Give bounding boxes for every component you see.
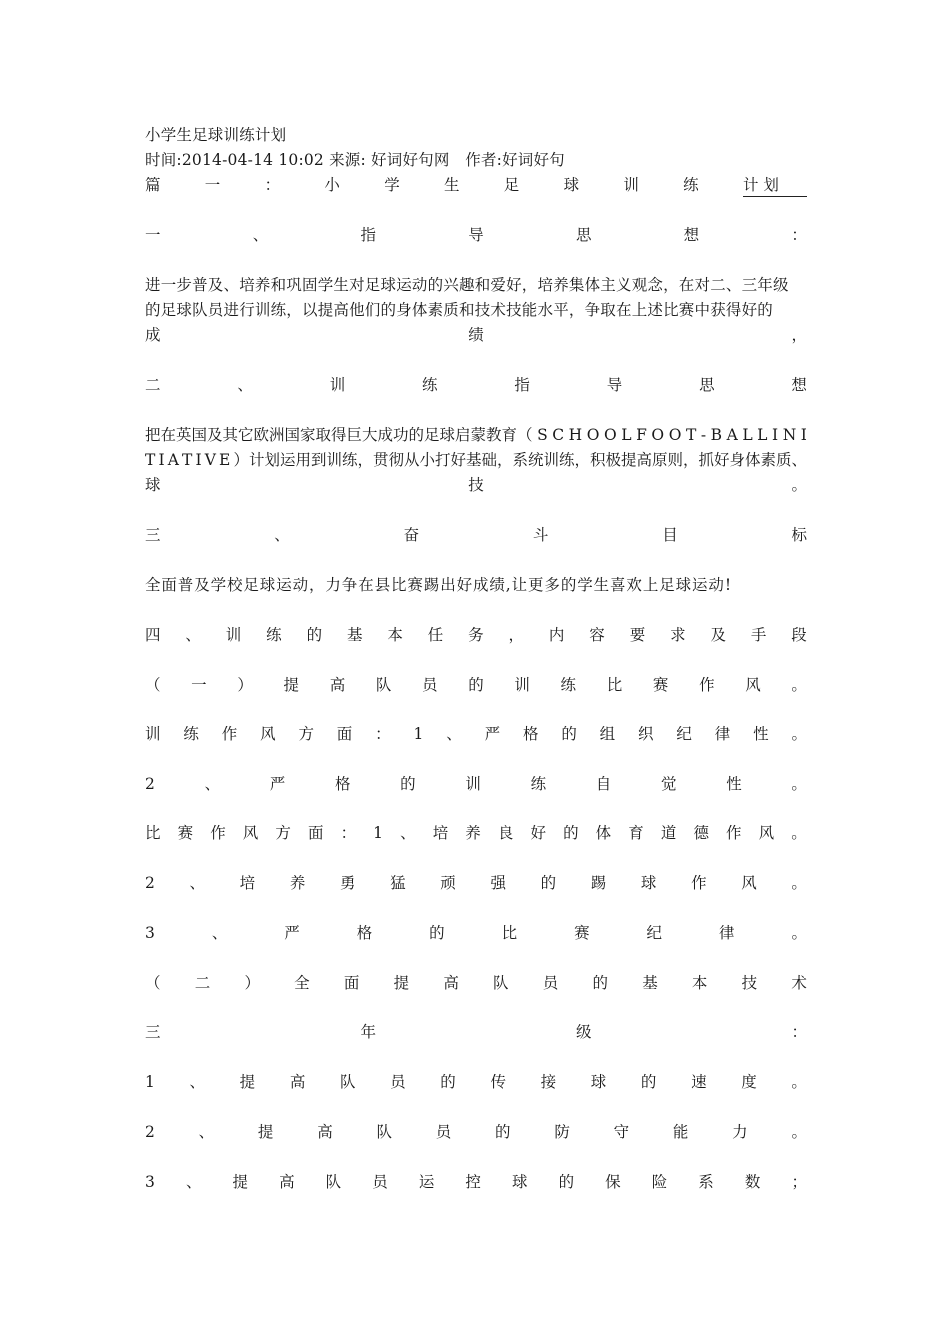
text-segment: 训 bbox=[145, 725, 161, 743]
text-segment: 提 bbox=[283, 676, 300, 694]
text-segment: ， bbox=[508, 626, 525, 644]
text-segment: 员 bbox=[542, 974, 559, 992]
text-segment: 球 bbox=[563, 176, 580, 194]
text-segment: 赛 bbox=[652, 676, 669, 694]
text-segment: 队 bbox=[339, 1073, 356, 1091]
text-segment: 的 bbox=[561, 725, 577, 743]
text-segment: 生 bbox=[443, 176, 460, 194]
text-segment: 养 bbox=[465, 824, 481, 842]
text-segment: O bbox=[586, 426, 600, 444]
text-segment: 作 bbox=[210, 824, 226, 842]
text-segment: 斗 bbox=[532, 526, 549, 544]
text-segment: ） bbox=[237, 676, 253, 694]
text-segment: 纪 bbox=[676, 725, 692, 743]
text-segment: L bbox=[621, 426, 632, 444]
text-segment: I bbox=[800, 426, 807, 444]
text-segment: 、 bbox=[274, 526, 290, 544]
text-segment: 的 bbox=[468, 676, 484, 694]
text-segment: 思 bbox=[699, 376, 715, 394]
grade-3-item-3 bbox=[145, 1171, 807, 1193]
text-segment: 练 bbox=[183, 725, 199, 743]
text-segment: 。 bbox=[791, 924, 807, 942]
text-segment: 小 bbox=[324, 176, 340, 194]
text-segment: 一 bbox=[191, 676, 207, 694]
text-segment: C bbox=[552, 426, 565, 444]
text-segment: 数 bbox=[744, 1173, 761, 1191]
text-segment: 格 bbox=[334, 775, 351, 793]
section-2-heading bbox=[145, 374, 807, 396]
text-segment: 三 bbox=[145, 1023, 161, 1041]
text-segment: - bbox=[700, 426, 707, 444]
text-segment: 二 bbox=[194, 974, 211, 992]
text-segment: 员 bbox=[390, 1073, 406, 1091]
text-segment: 严 bbox=[284, 924, 300, 942]
text-segment: 性 bbox=[753, 725, 769, 743]
text-segment: 运 bbox=[418, 1173, 435, 1191]
text-segment: H bbox=[568, 426, 583, 444]
text-segment: 比 bbox=[501, 924, 518, 942]
text-segment: 及 bbox=[710, 626, 726, 644]
text-segment: I bbox=[158, 451, 165, 469]
text-segment: T bbox=[145, 451, 156, 469]
text-segment: 球 bbox=[640, 874, 657, 892]
text-segment: 格 bbox=[522, 725, 539, 743]
text-segment: 严 bbox=[269, 775, 286, 793]
training-style-line bbox=[145, 723, 807, 745]
text-segment: 的 bbox=[592, 974, 608, 992]
text-segment: 高 bbox=[317, 1123, 333, 1141]
text-segment: 想 bbox=[791, 376, 807, 394]
text-segment: 自 bbox=[595, 775, 612, 793]
text-segment: 传 bbox=[490, 1073, 506, 1091]
text-segment: ） bbox=[244, 974, 260, 992]
text-segment: 比 bbox=[145, 824, 161, 842]
text-segment: 控 bbox=[465, 1173, 481, 1191]
text-segment: 格 bbox=[356, 924, 373, 942]
section-3-heading bbox=[145, 524, 807, 546]
text-segment: 纪 bbox=[646, 924, 663, 942]
text-segment: 、 bbox=[189, 874, 206, 892]
text-segment: 好 bbox=[530, 824, 546, 842]
text-segment: 、 bbox=[198, 1123, 215, 1141]
text-segment: 的 bbox=[563, 824, 579, 842]
text-segment: 年 bbox=[360, 1023, 376, 1041]
text-segment: 计 划 bbox=[743, 174, 807, 197]
text-segment: 二 bbox=[145, 376, 161, 394]
text-segment: 、 bbox=[446, 725, 462, 743]
text-segment: ： bbox=[791, 226, 807, 244]
document-title: 小学生足球训练计划 bbox=[145, 126, 287, 144]
text-segment: 学 bbox=[384, 176, 400, 194]
text-segment: E bbox=[219, 451, 231, 469]
text-segment: ： bbox=[340, 824, 357, 842]
text-segment: T bbox=[182, 451, 193, 469]
text-segment: 守 bbox=[613, 1123, 630, 1141]
text-segment: 。 bbox=[791, 874, 807, 892]
text-segment: 员 bbox=[435, 1123, 452, 1141]
text-segment: 度 bbox=[741, 1073, 757, 1091]
text-segment: L bbox=[757, 426, 768, 444]
text-segment: O bbox=[604, 426, 617, 444]
text-segment: 要 bbox=[629, 626, 646, 644]
text-segment: 本 bbox=[691, 974, 708, 992]
text-segment: 训 bbox=[225, 626, 242, 644]
text-segment: 强 bbox=[490, 874, 506, 892]
text-segment: 目 bbox=[662, 526, 678, 544]
grade-3-item-2 bbox=[145, 1121, 807, 1143]
text-segment: 觉 bbox=[660, 775, 677, 793]
text-segment: ： bbox=[264, 176, 281, 194]
text-segment: 级 bbox=[575, 1023, 592, 1041]
text-segment: 速 bbox=[691, 1073, 707, 1091]
section-3-body: 全面普及学校足球运动，力争在县比赛踢出好成绩,让更多的学生喜欢上足球运动! bbox=[145, 576, 732, 594]
text-segment: 3 bbox=[145, 924, 155, 942]
text-segment: 良 bbox=[497, 824, 514, 842]
text-segment: 高 bbox=[279, 1173, 295, 1191]
text-segment: 2 bbox=[145, 874, 155, 892]
text-segment: 标 bbox=[791, 526, 807, 544]
text-segment: 作 bbox=[221, 725, 238, 743]
text-segment: 方 bbox=[275, 824, 291, 842]
text-segment: 高 bbox=[329, 676, 346, 694]
text-segment: 。 bbox=[791, 1073, 807, 1091]
text-segment: 的 bbox=[400, 775, 416, 793]
text-segment: 风 bbox=[260, 725, 276, 743]
text-segment: 、 bbox=[252, 226, 269, 244]
text-segment: ： bbox=[791, 1023, 807, 1041]
text-segment: 2 bbox=[145, 1123, 155, 1141]
text-segment: 技 bbox=[741, 974, 758, 992]
text-segment: 、 bbox=[204, 775, 221, 793]
text-segment: 作 bbox=[691, 874, 707, 892]
text-segment: 律 bbox=[718, 924, 735, 942]
match-style-item-2 bbox=[145, 872, 807, 894]
text-segment: ， bbox=[791, 326, 807, 344]
text-segment: 练 bbox=[530, 775, 547, 793]
text-segment: A bbox=[726, 426, 738, 444]
text-segment: 、 bbox=[185, 626, 201, 644]
text-segment: 的 bbox=[306, 626, 323, 644]
text-segment: 能 bbox=[672, 1123, 689, 1141]
text-segment: 任 bbox=[427, 626, 444, 644]
text-segment: 务 bbox=[468, 626, 484, 644]
text-segment: 提 bbox=[239, 1073, 256, 1091]
text-segment: 绩 bbox=[468, 326, 484, 344]
text-segment: 律 bbox=[714, 725, 731, 743]
text-segment: 风 bbox=[741, 874, 757, 892]
text-segment: 。 bbox=[791, 725, 807, 743]
subsection-2-heading bbox=[145, 972, 807, 994]
text-segment: 想 bbox=[683, 226, 700, 244]
text-segment: 的 bbox=[440, 1073, 456, 1091]
text-segment: 面 bbox=[307, 824, 324, 842]
text-segment: 严 bbox=[484, 725, 501, 743]
grade-3-item-1 bbox=[145, 1071, 807, 1093]
text-segment: （ bbox=[145, 676, 161, 694]
text-segment: 全 bbox=[294, 974, 310, 992]
section-1-body-line-2: 的足球队员进行训练，以提高他们的身体素质和技术技能水平，争取在上述比赛中获得好的 bbox=[145, 301, 774, 319]
text-segment: 内 bbox=[548, 626, 565, 644]
text-segment: T bbox=[685, 426, 697, 444]
text-segment: 手 bbox=[750, 626, 767, 644]
text-segment: 足 bbox=[503, 176, 520, 194]
text-segment: 基 bbox=[642, 974, 658, 992]
section-2-body-line-3 bbox=[145, 474, 807, 496]
section-1-body-line-3 bbox=[145, 324, 807, 346]
text-segment: 。 bbox=[791, 1123, 807, 1141]
text-segment: 段 bbox=[791, 626, 807, 644]
text-segment: 求 bbox=[670, 626, 686, 644]
text-segment: 的 bbox=[495, 1123, 511, 1141]
text-segment: 练 bbox=[422, 376, 438, 394]
text-segment: 的 bbox=[429, 924, 445, 942]
text-segment: 作 bbox=[699, 676, 715, 694]
section-1-body-line-1: 进一步普及、培养和巩固学生对足球运动的兴趣和爱好，培养集体主义观念，在对二、三年级 bbox=[145, 276, 789, 294]
main-heading bbox=[145, 174, 807, 197]
text-segment: O bbox=[651, 426, 665, 444]
text-segment: 、 bbox=[400, 824, 416, 842]
text-segment: 练 bbox=[683, 176, 699, 194]
text-segment: 勇 bbox=[339, 874, 356, 892]
text-segment: 球 bbox=[511, 1173, 528, 1191]
subsection-1-heading bbox=[145, 674, 807, 696]
text-segment: （ bbox=[145, 974, 161, 992]
text-segment: 球 bbox=[145, 476, 161, 494]
text-segment: 训 bbox=[329, 376, 346, 394]
text-segment: 基 bbox=[346, 626, 363, 644]
text-segment: 赛 bbox=[177, 824, 194, 842]
text-segment: 。 bbox=[791, 775, 807, 793]
text-segment: 接 bbox=[540, 1073, 557, 1091]
text-segment: 训 bbox=[623, 176, 639, 194]
text-segment: 练 bbox=[266, 626, 282, 644]
text-segment: 。 bbox=[791, 476, 807, 494]
text-segment: 面 bbox=[336, 725, 353, 743]
text-segment: 的 bbox=[540, 874, 557, 892]
text-segment: 顽 bbox=[440, 874, 456, 892]
text-segment: 系 bbox=[698, 1173, 714, 1191]
text-segment: 高 bbox=[289, 1073, 306, 1091]
text-segment: 一 bbox=[204, 176, 221, 194]
text-segment: 成 bbox=[145, 326, 161, 344]
text-segment: 训 bbox=[465, 775, 481, 793]
text-segment: 提 bbox=[232, 1173, 249, 1191]
text-segment: 四 bbox=[145, 626, 161, 644]
text-segment: 德 bbox=[693, 824, 709, 842]
text-segment: ： bbox=[375, 725, 391, 743]
text-segment: O bbox=[668, 426, 682, 444]
text-segment: 。 bbox=[791, 824, 807, 842]
text-segment: 队 bbox=[325, 1173, 342, 1191]
section-4-heading bbox=[145, 624, 807, 646]
text-segment: 提 bbox=[393, 974, 410, 992]
text-segment: 方 bbox=[298, 725, 314, 743]
text-segment: 2 bbox=[145, 775, 155, 793]
text-segment: 3 bbox=[145, 1173, 155, 1191]
text-segment: 组 bbox=[599, 725, 616, 743]
text-segment: 赛 bbox=[574, 924, 590, 942]
section-2-body-line-2 bbox=[145, 449, 807, 471]
text-segment: 的 bbox=[558, 1173, 575, 1191]
text-segment: 面 bbox=[343, 974, 360, 992]
text-segment: 养 bbox=[289, 874, 306, 892]
text-segment: 、 bbox=[185, 1173, 202, 1191]
text-segment: 技 bbox=[468, 476, 484, 494]
training-style-item-2 bbox=[145, 773, 807, 795]
text-segment: 导 bbox=[468, 226, 484, 244]
text-segment: L bbox=[742, 426, 753, 444]
text-segment: 培 bbox=[432, 824, 449, 842]
text-segment: 1 bbox=[373, 824, 384, 842]
text-segment: 奋 bbox=[403, 526, 420, 544]
text-segment: 训 bbox=[514, 676, 530, 694]
section-1-heading bbox=[145, 224, 807, 246]
text-segment: ； bbox=[791, 1173, 807, 1191]
text-segment: 比 bbox=[606, 676, 623, 694]
text-segment: 员 bbox=[372, 1173, 388, 1191]
text-segment: I bbox=[772, 426, 779, 444]
text-segment: 球 bbox=[590, 1073, 607, 1091]
text-segment: 织 bbox=[638, 725, 654, 743]
text-segment: 性 bbox=[726, 775, 742, 793]
text-segment: 1 bbox=[413, 725, 424, 743]
text-segment: 队 bbox=[375, 676, 392, 694]
text-segment: 道 bbox=[660, 824, 677, 842]
text-segment: 风 bbox=[745, 676, 761, 694]
text-segment: 1 bbox=[145, 1073, 155, 1091]
text-segment: A bbox=[167, 451, 179, 469]
text-segment: 力 bbox=[732, 1123, 748, 1141]
text-segment: 把在英国及其它欧洲国家取得巨大成功的足球启蒙教育（ bbox=[145, 426, 533, 444]
text-segment: 术 bbox=[791, 974, 807, 992]
text-segment: S bbox=[537, 426, 548, 444]
text-segment: 三 bbox=[145, 526, 161, 544]
text-segment: 作 bbox=[726, 824, 742, 842]
text-segment: 育 bbox=[628, 824, 644, 842]
text-segment: 、 bbox=[237, 376, 253, 394]
text-segment: 队 bbox=[493, 974, 509, 992]
text-segment: 指 bbox=[360, 226, 376, 244]
text-segment: 培 bbox=[239, 874, 256, 892]
text-segment: 的 bbox=[640, 1073, 657, 1091]
match-style-item-3 bbox=[145, 922, 807, 944]
text-segment: F bbox=[636, 426, 647, 444]
text-segment: I bbox=[195, 451, 202, 469]
text-segment: 指 bbox=[514, 376, 530, 394]
text-segment: 险 bbox=[651, 1173, 668, 1191]
text-segment: 练 bbox=[560, 676, 577, 694]
text-segment: N bbox=[782, 426, 797, 444]
text-segment: 风 bbox=[242, 824, 259, 842]
text-segment: 风 bbox=[758, 824, 775, 842]
text-segment: 保 bbox=[605, 1173, 621, 1191]
text-segment: ）计划运用到训练，贯彻从小打好基础，系统训练，积极提高原则，抓好身体素质、 bbox=[233, 451, 807, 469]
text-segment: 体 bbox=[595, 824, 612, 842]
text-segment: 篇 bbox=[145, 176, 161, 194]
text-segment: 猛 bbox=[390, 874, 406, 892]
text-segment: 。 bbox=[791, 676, 807, 694]
document-meta: 时间:2014-04-14 10:02 来源: 好词好句网 作者:好词好句 bbox=[145, 151, 565, 169]
text-segment: 防 bbox=[554, 1123, 570, 1141]
text-segment: V bbox=[204, 451, 216, 469]
text-segment: 队 bbox=[376, 1123, 392, 1141]
text-segment: 提 bbox=[257, 1123, 274, 1141]
text-segment: 导 bbox=[606, 376, 623, 394]
text-segment: 、 bbox=[211, 924, 228, 942]
text-segment: 一 bbox=[145, 226, 161, 244]
text-segment: B bbox=[710, 426, 723, 444]
text-segment: 踢 bbox=[590, 874, 607, 892]
text-segment: 、 bbox=[189, 1073, 206, 1091]
text-segment: 员 bbox=[422, 676, 438, 694]
text-segment: 思 bbox=[575, 226, 592, 244]
grade-3-heading bbox=[145, 1021, 807, 1043]
text-segment: 本 bbox=[387, 626, 403, 644]
text-segment: 容 bbox=[589, 626, 605, 644]
match-style-line bbox=[145, 822, 807, 844]
text-segment: 高 bbox=[443, 974, 459, 992]
section-2-body-line-1 bbox=[145, 424, 807, 446]
